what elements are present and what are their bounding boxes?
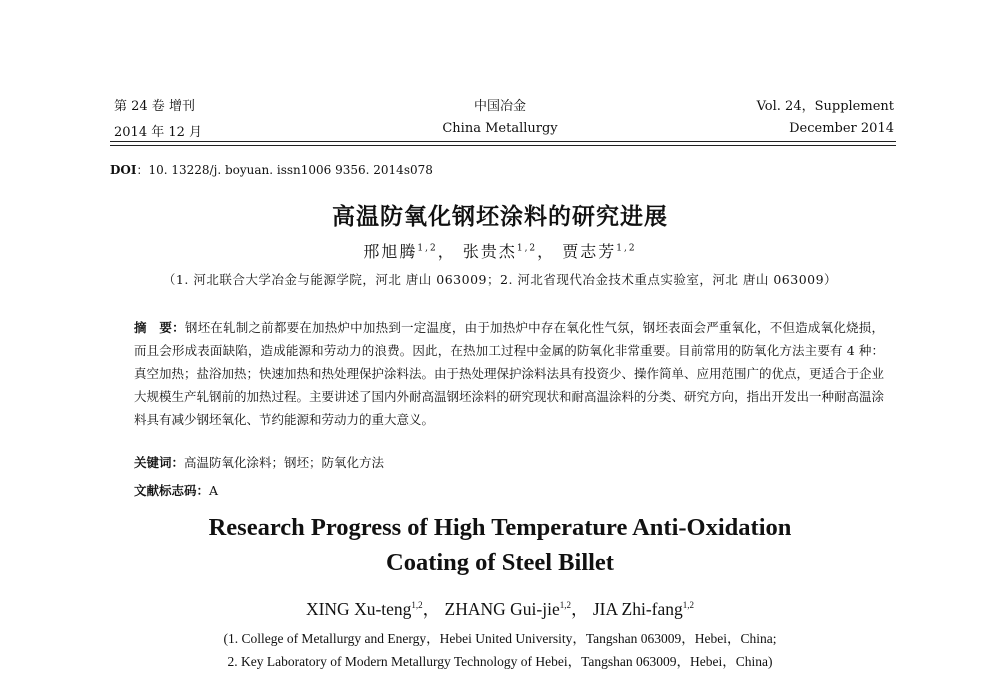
header-rule-top <box>110 141 896 142</box>
date-cn: 2014 年 12 月 <box>114 125 203 140</box>
author-affiliation-sup: 1,2 <box>616 243 637 254</box>
author-name: ZHANG Gui-jie <box>444 599 560 619</box>
author-name: 张贵杰 <box>462 242 517 261</box>
author-affiliation-sup: 1,2 <box>411 600 423 611</box>
author-separator: ， <box>437 242 456 261</box>
document-code-line <box>134 481 218 499</box>
authors-cn <box>0 239 1000 262</box>
keywords-line <box>134 453 384 471</box>
date-en: December 2014 <box>789 121 894 136</box>
author-name: 贾志芳 <box>562 242 617 261</box>
doi-label: DOI <box>110 163 137 177</box>
keywords-text: 高温防氧化涂料；钢坯；防氧化方法 <box>184 455 385 470</box>
paper-title-en-line2: Coating of Steel Billet <box>386 549 614 576</box>
abstract-cn <box>134 316 884 431</box>
journal-name-en: China Metallurgy <box>442 121 558 136</box>
author-affiliation-sup: 1,2 <box>516 243 538 254</box>
doi-value: ：10. 13228/j. boyuan. issn1006 9356. 2014s078 <box>136 163 433 177</box>
volume-en: Vol. 24，Supplement <box>756 99 894 114</box>
abstract-label: 摘 要： <box>134 320 185 335</box>
author-name: JIA Zhi-fang <box>592 599 683 619</box>
abstract-text: 钢坯在轧制之前都要在加热炉中加热到一定温度，由于加热炉中存在氧化性气氛，钢坯表面会严重氧化，不但造成氧化烧损，而且会形成表面缺陷，造成能源和劳动力的浪费。因此，在热加工过程中金属的防氧化非常重要。目前常用的防氧化方法主要有 4 种：真空加热；盐浴加热；快速加热和热处理保护涂料法。由于热处理保护涂料法具有投资少、操作简单、应用范围广的优点，更适合于企业大规模生产轧钢前的加热过程。主要讲述了国内外耐高温钢坯涂料的研究现状和耐高温涂料的分类、研究方向，指出开发出一种耐高温涂料具有减少钢坯氧化、节约能源和劳动力的重大意义。 <box>134 320 885 427</box>
author-separator: ， <box>570 599 589 619</box>
paper-title-cn: 高温防氧化钢坯涂料的研究进展 <box>332 204 668 230</box>
keywords-label: 关键词： <box>134 455 185 470</box>
affiliation-cn: （1. 河北联合大学冶金与能源学院，河北 唐山 063009；2. 河北省现代冶金技术重点实验室，河北 唐山 063009） <box>162 272 838 287</box>
author-separator: ， <box>537 242 556 261</box>
journal-name-cn: 中国冶金 <box>473 99 526 114</box>
affiliation-en-line1: (1. College of Metallurgy and Energy，Hebei United University，Tangshan 063009，Hebei，China; <box>223 631 777 646</box>
doi-line <box>110 161 433 178</box>
volume-cn: 第 24 卷 增刊 <box>114 99 195 114</box>
author-affiliation-sup: 1,2 <box>682 600 695 611</box>
author-separator: ， <box>422 599 441 619</box>
author-name: XING Xu-teng <box>305 599 412 619</box>
document-code-value: A <box>209 483 219 498</box>
header-rule-bottom <box>110 145 896 146</box>
author-affiliation-sup: 1,2 <box>559 600 571 611</box>
authors-en <box>0 596 1000 621</box>
document-code-label: 文献标志码： <box>134 483 210 498</box>
affiliation-en-line2: 2. Key Laboratory of Modern Metallurgy Technology of Hebei，Tangshan 063009，Hebei，China) <box>227 654 773 669</box>
author-affiliation-sup: 1,2 <box>417 243 438 254</box>
paper-title-en-line1: Research Progress of High Temperature Anti-Oxidation <box>208 514 792 541</box>
author-name: 邢旭腾 <box>363 242 418 261</box>
